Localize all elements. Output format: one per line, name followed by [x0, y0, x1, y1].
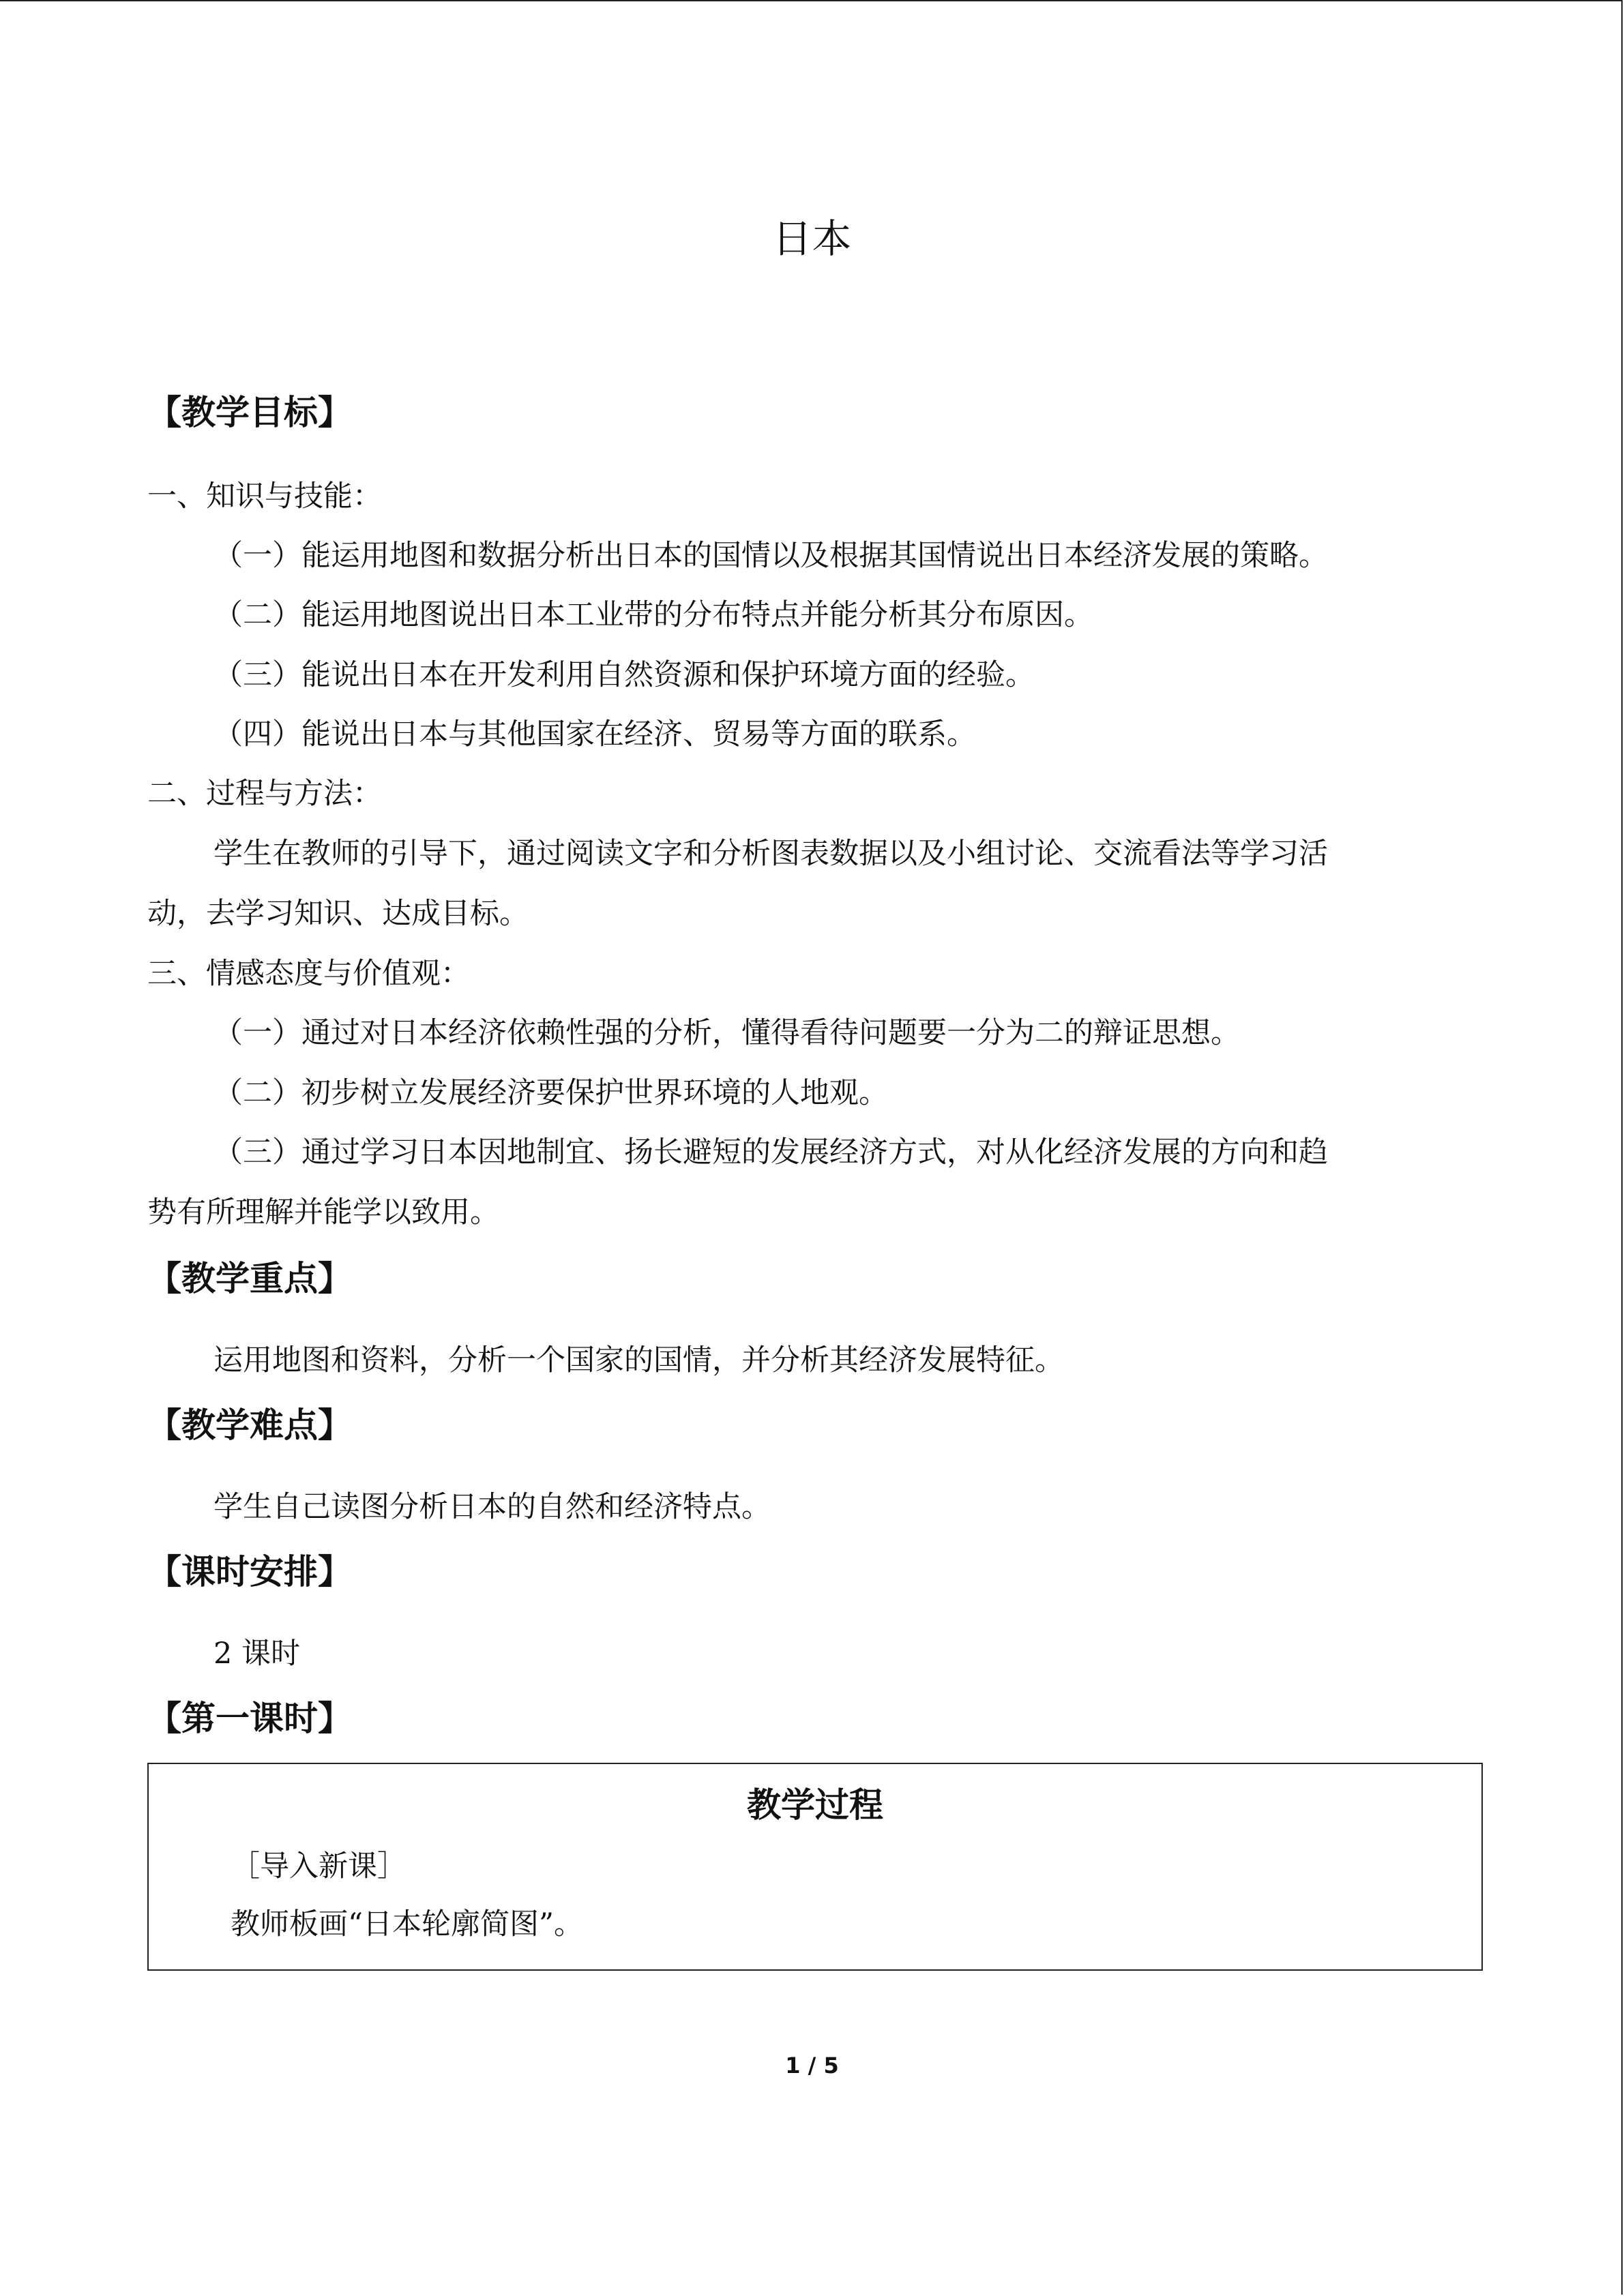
knowledge-item-2: （二）能运用地图说出日本工业带的分布特点并能分析其分布原因。	[213, 598, 1093, 632]
objectives-heading: 【教学目标】	[147, 393, 352, 432]
knowledge-heading: 一、知识与技能：	[147, 479, 382, 513]
emotion-item-3-line-2: 势有所理解并能学以致用。	[147, 1195, 499, 1229]
knowledge-item-4: （四）能说出日本与其他国家在经济、贸易等方面的联系。	[213, 717, 976, 751]
process-text-line-1: 学生在教师的引导下，通过阅读文字和分析图表数据以及小组讨论、交流看法等学习活	[213, 837, 1328, 871]
schedule-text: 2 课时	[213, 1637, 301, 1671]
first-lesson-heading: 【第一课时】	[147, 1699, 352, 1738]
key-points-heading: 【教学重点】	[147, 1259, 352, 1298]
knowledge-item-1: （一）能运用地图和数据分析出日本的国情以及根据其国情说出日本经济发展的策略。	[213, 539, 1328, 573]
knowledge-item-3: （三）能说出日本在开发利用自然资源和保护环境方面的经验。	[213, 658, 1035, 692]
process-table-header: 教学过程	[747, 1785, 883, 1825]
process-table	[147, 1763, 1483, 1971]
schedule-heading: 【课时安排】	[147, 1552, 352, 1592]
document-title: 日本	[772, 215, 852, 262]
emotion-item-2: （二）初步树立发展经济要保护世界环境的人地观。	[213, 1076, 888, 1110]
difficulties-heading: 【教学难点】	[147, 1405, 352, 1445]
process-heading: 二、过程与方法：	[147, 777, 382, 811]
key-points-text: 运用地图和资料，分析一个国家的国情，并分析其经济发展特征。	[213, 1343, 1064, 1377]
emotion-heading: 三、情感态度与价值观：	[147, 957, 470, 991]
process-table-line-2: 教师板画“日本轮廓简图”。	[231, 1907, 583, 1941]
process-text-line-2: 动，去学习知识、达成目标。	[147, 897, 529, 931]
emotion-item-3: （三）通过学习日本因地制宜、扬长避短的发展经济方式，对从化经济发展的方向和趋	[213, 1135, 1328, 1169]
difficulties-text: 学生自己读图分析日本的自然和经济特点。	[213, 1490, 771, 1524]
page-number: 1 / 5	[785, 2053, 839, 2078]
emotion-item-1: （一）通过对日本经济依赖性强的分析，懂得看待问题要一分为二的辩证思想。	[213, 1016, 1240, 1050]
process-table-line-1: ［导入新课］	[231, 1849, 407, 1883]
